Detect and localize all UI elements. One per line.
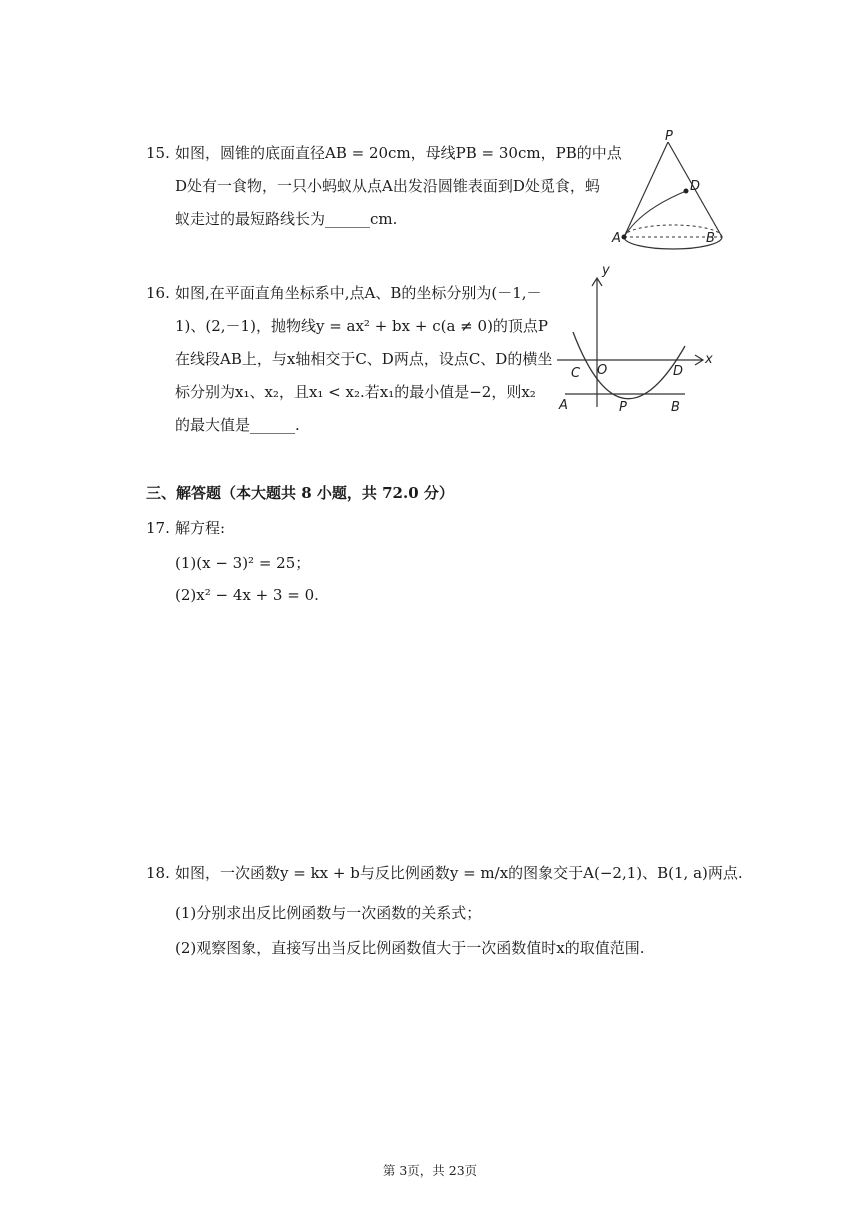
q17-item-2: (2)x² − 4x + 3 = 0. xyxy=(175,586,319,604)
label-o: O xyxy=(597,363,608,378)
label-d: D xyxy=(690,179,701,194)
q18-text-line-1: 如图，一次函数y = kx + b与反比例函数y = m/x的图象交于A(−2,1)、B(1, a)两点. xyxy=(175,864,743,882)
q15-text-line-2: D处有一食物，一只小蚂蚁从点A出发沿圆锥表面到D处觅食，蚂 xyxy=(175,177,600,195)
label-b2: B xyxy=(671,400,680,415)
q16-text-line-5: 的最大值是______. xyxy=(175,416,300,434)
q16-text-line-1: 如图,在平面直角坐标系中,点A、B的坐标分别为(－1,－ xyxy=(175,284,542,302)
q16-text-line-4: 标分别为x₁、x₂，且x₁ < x₂.若x₁的最小值是−2，则x₂ xyxy=(175,383,536,401)
q17-item-1: (1)(x − 3)² = 25； xyxy=(175,554,311,572)
parabola-figure xyxy=(553,262,723,417)
q16-text-line-3: 在线段AB上，与x轴相交于C、D两点，设点C、D的横坐 xyxy=(175,350,553,368)
cone-figure xyxy=(610,130,725,260)
point-a-dot xyxy=(622,235,627,240)
cone-edge-pa xyxy=(624,142,668,237)
q15-text-line-1: 如图，圆锥的底面直径AB = 20cm，母线PB = 30cm，PB的中点 xyxy=(175,144,622,162)
label-x: x xyxy=(705,352,713,367)
label-p2: P xyxy=(619,400,627,415)
page-footer: 第 3页，共 23页 xyxy=(382,1163,478,1178)
label-a2: A xyxy=(559,398,568,413)
question-number-18: 18. xyxy=(146,864,170,882)
label-a: A xyxy=(612,231,621,246)
question-number-17: 17. xyxy=(146,519,170,537)
label-c: C xyxy=(571,366,581,381)
label-d2: D xyxy=(673,364,684,379)
parabola-curve xyxy=(573,332,685,399)
question-number-16: 16. xyxy=(146,284,170,302)
label-y: y xyxy=(602,263,610,278)
q17-title: 解方程: xyxy=(175,519,226,537)
point-d-dot xyxy=(684,189,689,194)
question-number-15: 15. xyxy=(146,144,170,162)
q16-text-line-2: 1)、(2,－1)，抛物线y = ax² + bx + c(a ≠ 0)的顶点P xyxy=(175,317,549,335)
label-p: P xyxy=(665,130,673,144)
q15-text-line-3: 蚁走过的最短路线长为______cm. xyxy=(175,210,398,228)
q18-text-line-3: (2)观察图象，直接写出当反比例函数值大于一次函数值时x的取值范围. xyxy=(175,939,645,957)
label-b: B xyxy=(706,231,715,246)
section-heading: 三、解答题（本大题共 8 小题，共 72.0 分） xyxy=(146,484,454,502)
q18-text-line-2: (1)分别求出反比例函数与一次函数的关系式； xyxy=(175,904,482,922)
